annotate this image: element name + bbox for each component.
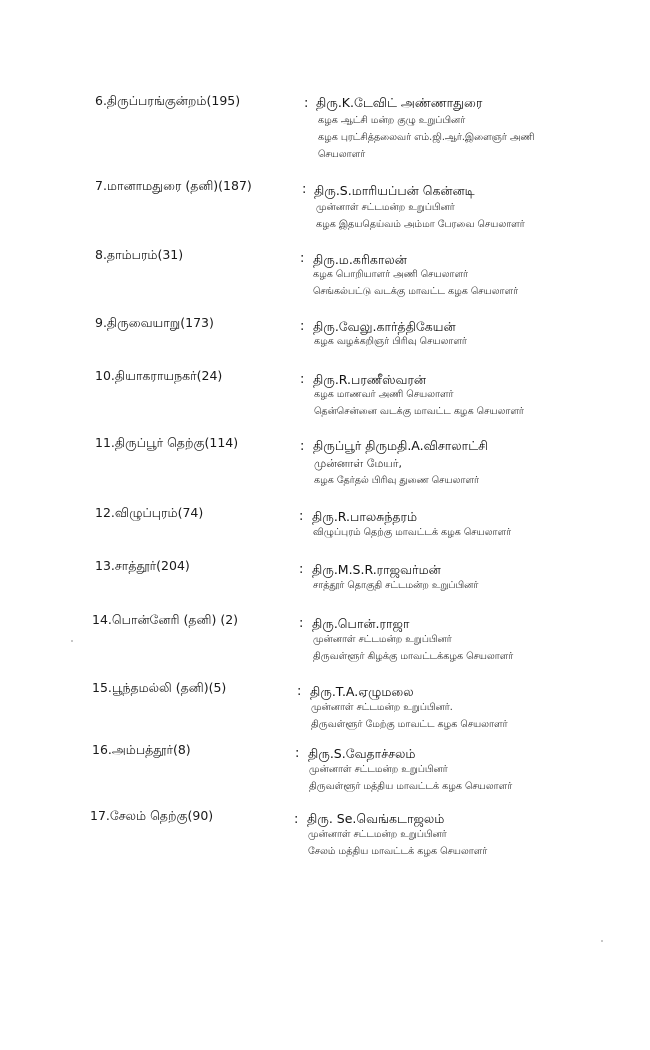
candidate-detail: கழக மாணவர் அணி செயலாளர்: [314, 389, 454, 400]
separator-colon: :: [294, 812, 299, 827]
candidate-name: திரு.S.வேதாச்சலம்: [308, 746, 416, 761]
constituency-label: 6.திருப்பரங்குன்றம்(195): [95, 93, 241, 108]
constituency-label: 11.திருப்பூர் தெற்கு(114): [95, 435, 239, 450]
candidate-detail: செங்கல்பட்டு வடக்கு மாவட்ட கழக செயலாளர்: [313, 286, 519, 297]
candidate-name: திரு.வேலு.கார்த்திகேயன்: [313, 319, 456, 334]
candidate-detail: கழக ஆட்சி மன்ற குழு உறுப்பினர்: [318, 115, 466, 126]
constituency-label: 13.சாத்தூர்(204): [95, 558, 190, 573]
candidate-detail: கழக வழக்கறிஞர் பிரிவு செயலாளர்: [314, 336, 467, 347]
candidate-name: திரு.K.டேவிட் அண்ணாதுரை: [316, 95, 483, 110]
separator-colon: :: [304, 96, 309, 111]
candidate-detail: திருவள்ளூர் கிழக்கு மாவட்டக்கழக செயலாளர்: [313, 651, 514, 662]
constituency-label: 17.சேலம் தெற்கு(90): [90, 808, 214, 823]
candidate-name: திரு.R.பரணீஸ்வரன்: [313, 372, 427, 387]
constituency-label: 16.அம்பத்தூர்(8): [92, 742, 191, 757]
candidate-detail: தென்சென்னை வடக்கு மாவட்ட கழக செயலாளர்: [314, 406, 524, 417]
candidate-detail: திருவள்ளூர் மேற்கு மாவட்ட கழக செயலாளர்: [311, 719, 508, 730]
separator-colon: :: [299, 562, 304, 577]
separator-colon: :: [299, 509, 304, 524]
candidate-detail: முன்னாள் சட்டமன்ற உறுப்பினர்.: [311, 702, 453, 713]
candidate-detail: கழக இதயதெய்வம் அம்மா பேரவை செயலாளர்: [316, 219, 525, 230]
candidate-detail: திருவள்ளூர் மத்திய மாவட்டக் கழக செயலாளர்: [309, 781, 513, 792]
candidate-detail: விழுப்புரம் தெற்கு மாவட்டக் கழக செயலாளர்: [313, 527, 512, 538]
separator-colon: :: [300, 319, 305, 334]
scan-speck: [601, 940, 603, 942]
candidate-detail: சேலம் மத்திய மாவட்டக் கழக செயலாளர்: [308, 846, 488, 857]
candidate-detail: முன்னாள் சட்டமன்ற உறுப்பினர்: [308, 829, 447, 840]
candidate-name: திரு.R.பாலசுந்தரம்: [312, 509, 418, 524]
separator-colon: :: [299, 616, 304, 631]
candidate-detail: கழக தேர்தல் பிரிவு துணை செயலாளர்: [314, 475, 479, 486]
constituency-label: 10.தியாகராயநகர்(24): [95, 368, 223, 383]
separator-colon: :: [302, 182, 307, 197]
constituency-label: 7.மானாமதுரை (தனி)(187): [95, 178, 252, 193]
candidate-name: திரு. Se.வெங்கடாஜலம்: [307, 811, 445, 826]
separator-colon: :: [300, 251, 305, 266]
candidate-name: திரு.M.S.R.ராஜவர்மன்: [312, 562, 441, 577]
candidate-name: திரு.ம.கரிகாலன்: [313, 252, 407, 267]
candidate-detail: கழக புரட்சித்தலைவர் எம்.ஜி.ஆர்.இளைஞர் அணி: [318, 132, 535, 143]
separator-colon: :: [297, 684, 302, 699]
constituency-label: 12.விழுப்புரம்(74): [95, 505, 204, 520]
constituency-label: 14.பொன்னேரி (தனி) (2): [92, 612, 239, 627]
candidate-detail: கழக பொறியாளர் அணி செயலாளர்: [313, 269, 468, 280]
scan-speck: [71, 640, 73, 642]
separator-colon: :: [300, 439, 305, 454]
candidate-detail: முன்னாள் சட்டமன்ற உறுப்பினர்: [309, 764, 448, 775]
constituency-label: 8.தாம்பரம்(31): [95, 247, 184, 262]
constituency-label: 15.பூந்தமல்லி (தனி)(5): [92, 680, 227, 695]
candidate-detail: முன்னாள் மேயர்,: [314, 457, 403, 470]
candidate-detail: முன்னாள் சட்டமன்ற உறுப்பினர்: [313, 634, 452, 645]
candidate-detail: முன்னாள் சட்டமன்ற உறுப்பினர்: [316, 202, 455, 213]
separator-colon: :: [300, 372, 305, 387]
candidate-name: திருப்பூர் திருமதி.A.விசாலாட்சி: [313, 438, 488, 453]
candidate-name: திரு.T.A.ஏழுமலை: [310, 684, 414, 699]
constituency-label: 9.திருவையாறு(173): [95, 315, 214, 330]
candidate-detail: சாத்தூர் தொகுதி சட்டமன்ற உறுப்பினர்: [313, 580, 479, 591]
candidate-detail: செயலாளர்: [318, 149, 366, 160]
candidate-name: திரு.S.மாரியப்பன் கென்னடி: [314, 183, 475, 198]
candidate-name: திரு.பொன்.ராஜா: [312, 616, 410, 631]
separator-colon: :: [295, 746, 300, 761]
